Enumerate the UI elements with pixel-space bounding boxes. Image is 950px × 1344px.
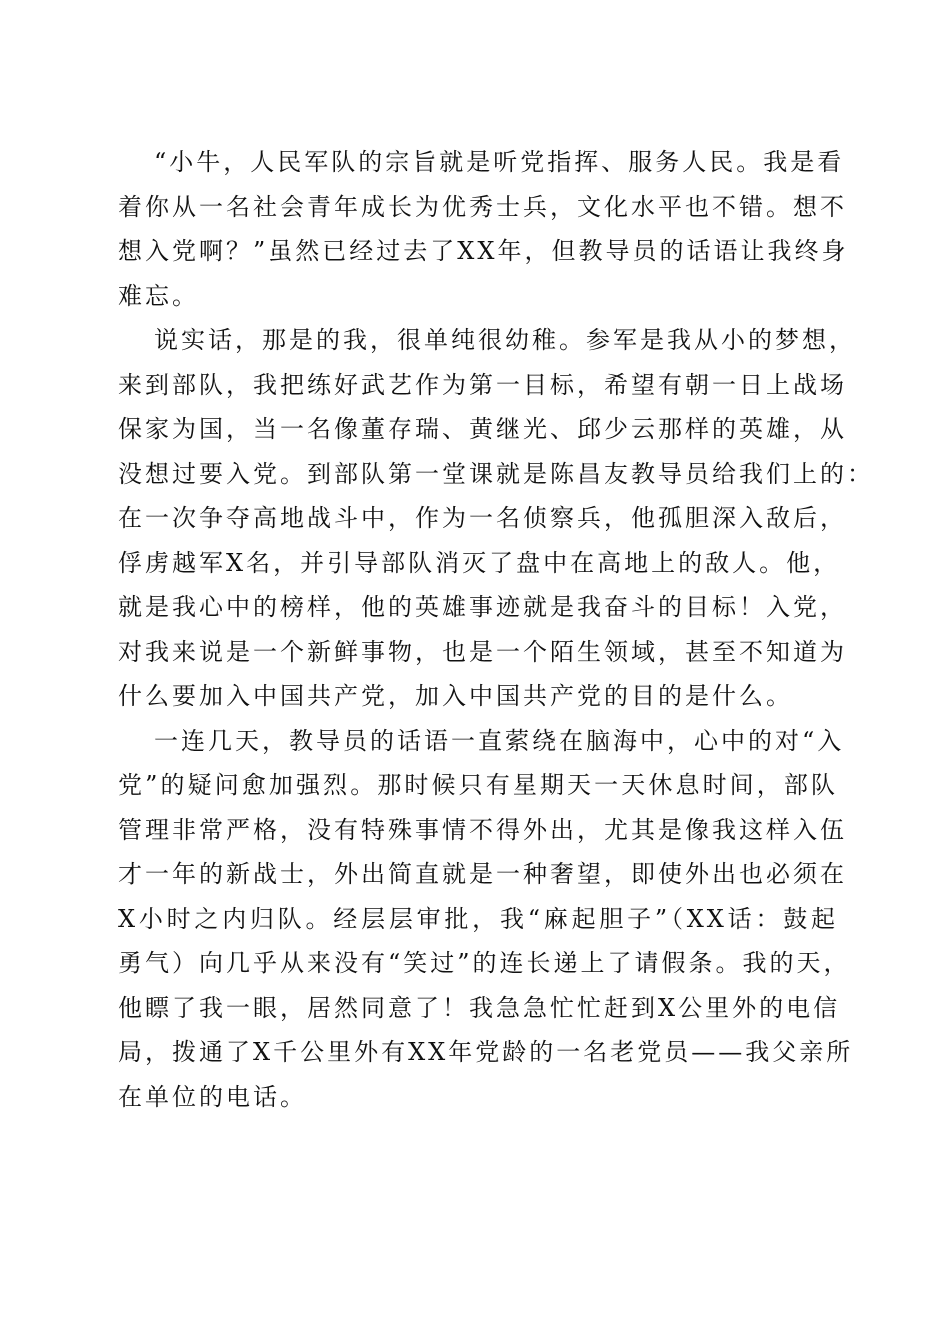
text-line: 保家为国，当一名像董存瑞、黄继光、邱少云那样的英雄，从: [118, 415, 847, 443]
text-line: 勇气）向几乎从来没有“笑过”的连长递上了请假条。我的天，: [118, 949, 851, 977]
text-line: 才一年的新战士，外出简直就是一种奢望，即使外出也必须在: [118, 860, 847, 888]
text-line: 在一次争夺高地战斗中，作为一名侦察兵，他孤胆深入敌后，: [118, 504, 847, 532]
text-line: 他瞟了我一眼，居然同意了！我急急忙忙赶到X公里外的电信: [118, 993, 841, 1022]
text-line: 难忘。: [118, 281, 199, 310]
text-line: 说实话，那是的我，很单纯很幼稚。参军是我从小的梦想，: [154, 326, 856, 354]
document-body: [118, 140, 874, 1119]
text-line: 没想过要入党。到部队第一堂课就是陈昌友教导员给我们上的：: [118, 459, 874, 488]
text-line: 局，拨通了X千公里外有XX年党龄的一名老党员——我父亲所: [118, 1038, 854, 1066]
text-line: 俘虏越军X名，并引导部队消灭了盘中在高地上的敌人。他，: [118, 548, 841, 577]
paragraph-2: [118, 318, 874, 719]
text-line: “小牛，人民军队的宗旨就是听党指挥、服务人民。我是看: [154, 148, 845, 176]
text-line: X小时之内归队。经层层审批，我“麻起胆子”（XX话：鼓起: [118, 904, 838, 933]
text-line: 党”的疑问愈加强烈。那时候只有星期天一天休息时间，部队: [118, 771, 838, 799]
text-line: 想入党啊？”虽然已经过去了XX年，但教导员的话语让我终身: [118, 237, 849, 265]
text-line: 对我来说是一个新鲜事物，也是一个陌生领域，甚至不知道为: [118, 637, 847, 666]
text-line: 在单位的电话。: [118, 1082, 307, 1111]
paragraph-1: [118, 140, 849, 318]
text-line: 着你从一名社会青年成长为优秀士兵，文化水平也不错。想不: [118, 192, 847, 221]
paragraph-3: [118, 719, 854, 1120]
text-line: 就是我心中的榜样，他的英雄事迹就是我奋斗的目标！入党，: [118, 593, 847, 621]
text-line: 什么要加入中国共产党，加入中国共产党的目的是什么。: [118, 682, 793, 710]
text-line: 一连几天，教导员的话语一直萦绕在脑海中，心中的对“入: [154, 726, 845, 755]
text-line: 来到部队，我把练好武艺作为第一目标，希望有朝一日上战场: [118, 370, 847, 399]
text-line: 管理非常严格，没有特殊事情不得外出，尤其是像我这样入伍: [118, 815, 847, 844]
